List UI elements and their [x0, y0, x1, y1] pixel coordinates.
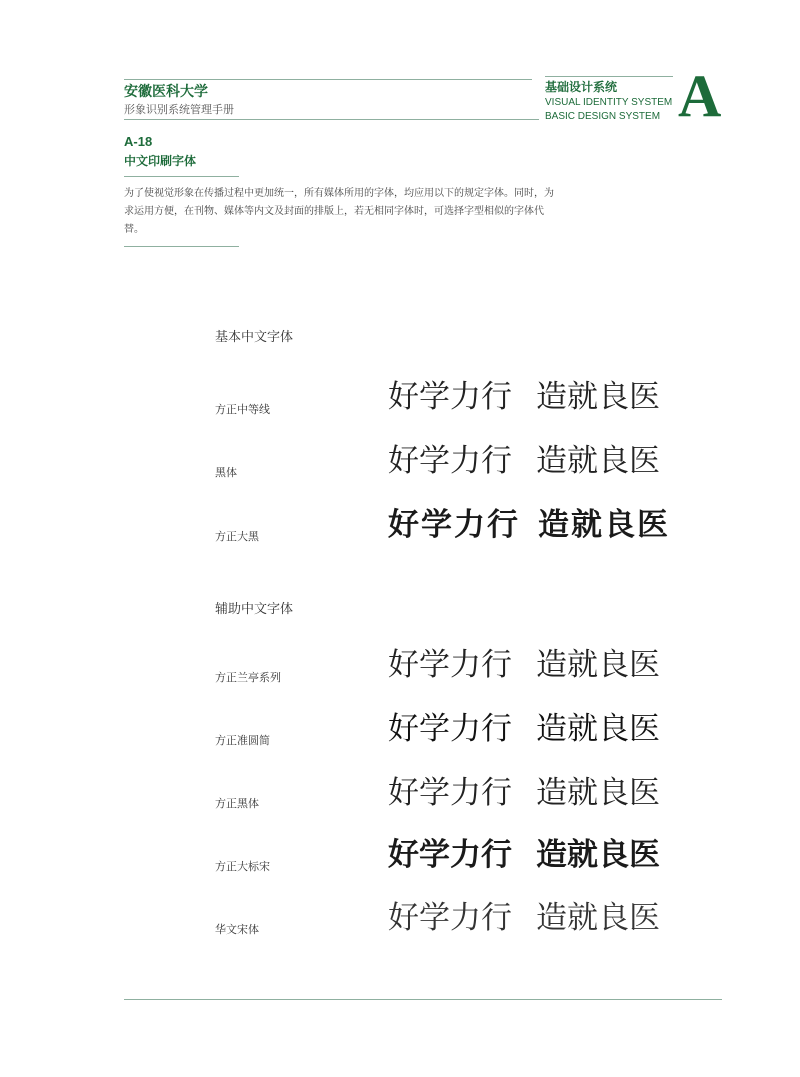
sample-text: 好学力行 [388, 443, 512, 479]
system-top-rule [545, 76, 673, 77]
sample-text: 好学力行 [388, 900, 512, 936]
font-sample [388, 645, 660, 685]
sample-text: 好学力行 [388, 711, 512, 747]
system-title-en-1: VISUAL IDENTITY SYSTEM [545, 97, 673, 108]
sample-text: 造就良医 [536, 711, 660, 747]
system-title-en-2: BASIC DESIGN SYSTEM [545, 111, 661, 122]
sample-text: 造就良医 [536, 379, 660, 415]
sample-text: 造就良医 [536, 775, 660, 811]
manual-title: 形象识别系统管理手册 [124, 103, 234, 116]
header-bottom-rule [124, 119, 539, 120]
font-name: 方正中等线 [215, 403, 270, 416]
description-rule [124, 246, 239, 247]
font-sample [388, 709, 660, 749]
sample-text: 好学力行 [388, 775, 512, 811]
section-rule [124, 176, 239, 177]
section-title: 中文印刷字体 [124, 154, 197, 168]
font-sample [388, 377, 660, 417]
basic-fonts-title: 基本中文字体 [215, 330, 294, 345]
sample-text: 好学力行 [388, 507, 520, 543]
system-title-cn: 基础设计系统 [545, 80, 618, 94]
font-sample [388, 898, 660, 938]
header-top-rule [124, 79, 532, 80]
font-name: 华文宋体 [215, 923, 259, 936]
font-name: 方正兰亭系列 [215, 671, 281, 684]
sample-text: 造就良医 [536, 443, 660, 479]
font-name: 方正大标宋 [215, 860, 270, 873]
sample-text: 造就良医 [536, 647, 660, 683]
sample-text: 造就良医 [538, 507, 670, 543]
sample-text: 好学力行 [388, 837, 512, 873]
auxiliary-fonts-title: 辅助中文字体 [215, 602, 294, 617]
font-name: 方正黑体 [215, 797, 259, 810]
font-sample [388, 505, 670, 545]
footer-rule [124, 999, 722, 1000]
section-code: A-18 [124, 134, 153, 149]
font-name: 方正准圆简 [215, 734, 270, 747]
sample-text: 造就良医 [536, 900, 660, 936]
font-sample [388, 773, 660, 813]
font-name: 方正大黑 [215, 530, 259, 543]
sample-text: 造就良医 [536, 837, 660, 873]
chapter-letter: A [678, 63, 722, 129]
font-sample [388, 441, 660, 481]
sample-text: 好学力行 [388, 379, 512, 415]
sample-text: 好学力行 [388, 647, 512, 683]
font-name: 黑体 [215, 466, 237, 479]
university-name: 安徽医科大学 [124, 84, 208, 100]
font-sample [388, 835, 660, 875]
section-description: 为了使视觉形象在传播过程中更加统一，所有媒体所用的字体，均应用以下的规定字体。同时，为求运用方便，在刊物、媒体等内文及封面的排版上，若无相同字体时，可选择字型相似的字体代替。 [124, 188, 554, 235]
